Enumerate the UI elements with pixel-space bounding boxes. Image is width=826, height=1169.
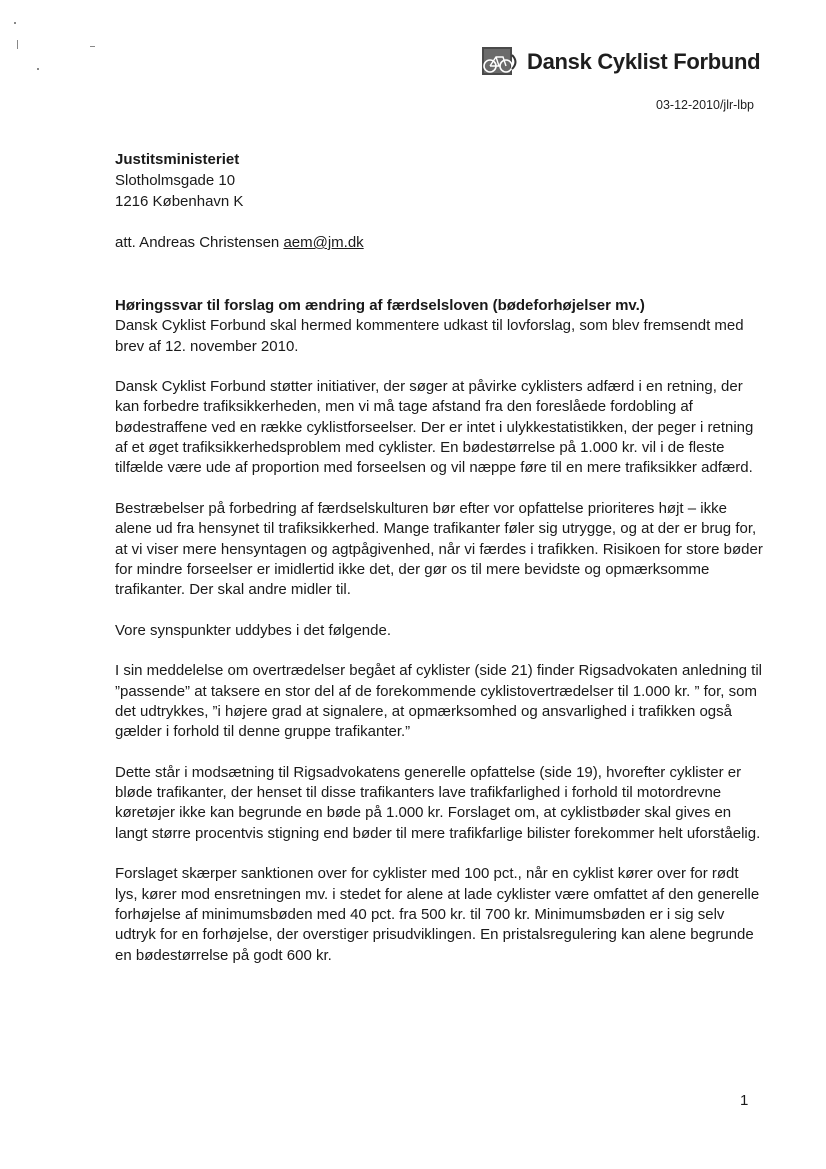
scan-speck xyxy=(90,46,95,47)
intro-paragraph xyxy=(115,296,765,357)
attention-line xyxy=(115,232,364,253)
body-paragraph: Bestræbelser på forbedring af færdselskulturen bør efter vor opfattelse prioriteres højt – ikke alene ud fra hensynet til trafiksikkerhed. Mange trafikanter føler sig utrygge, og at der er brug for, at vi viser mere hensyntagen og agtpågivenhed, når vi færdes i trafikken. Risikoen for store bøder for mindre forseelser er imidlertid ikke det, der gør os til mere bevidste og opmærksomme trafikanter. Der skal andre midler til. xyxy=(115,499,763,599)
org-name: Dansk Cyklist Forbund xyxy=(527,49,761,74)
scan-speck xyxy=(14,22,16,24)
body-paragraph: Dette står i modsætning til Rigsadvokatens generelle opfattelse (side 19), hvorefter cyklister er bløde trafikanter, der henset til disse trafikanters lave trafikfarlighed i forhold til motordrevne køretøjer ikke kan begrunde en bøde på 1.000 kr. Forslaget om, at cyklistbøder skal gives en langt større procentvis stigning end bøder til mere trafikfarlige bilister forekommer helt uforståelig. xyxy=(115,763,761,842)
body-paragraph: Forslaget skærper sanktionen over for cyklister med 100 pct., når en cyklist kører over for rødt lys, kører mod ensretningen mv. i stedet for alene at lade cyklister være omfattet af den generelle forhøjelse af minimumsbøden med 40 pct. fra 500 kr. til 700 kr. Minimumsbøden er i sig selv udtryk for en forhøjelse, der overstiger prisudviklingen. En pristalsregulering kan alene begrunde en bødestørrelse på godt 600 kr. xyxy=(115,865,760,964)
scan-speck xyxy=(37,68,39,70)
org-logo xyxy=(481,42,760,82)
page-number: 1 xyxy=(740,1092,749,1109)
recipient-street: Slotholmsgade 10 xyxy=(115,172,236,189)
body-paragraph: Vore synspunkter uddybes i det følgende. xyxy=(115,621,392,639)
recipient-address xyxy=(115,149,243,212)
recipient-name: Justitsministeriet xyxy=(115,151,240,168)
intro-text: Dansk Cyklist Forbund skal hermed kommentere udkast til lovforslag, som blev fremsendt med brev af 12. november 2010. xyxy=(115,317,744,355)
body-paragraph: Dansk Cyklist Forbund støtter initiativer, der søger at påvirke cyklisters adfærd i en retning, der kan forbedre trafiksikkerheden, men vi må tage afstand fra den foreslåede fordobling af bødestraffene ved en række cyklistforseelser. Der er intet i ulykkestatistikken, der peger i retning af et øget trafiksikkerhedsproblem med cyklister. En bødestørrelse på 1.000 kr. vil i de fleste tilfælde være ude af proportion med forseelsen og vil næppe føre til en mere trafiksikker adfærd. xyxy=(115,378,754,477)
document-reference: 03-12-2010/jlr-lbp xyxy=(656,98,754,112)
attention-prefix: att. Andreas Christensen xyxy=(115,234,280,251)
email-link[interactable]: aem@jm.dk xyxy=(283,234,364,251)
letter-body xyxy=(115,296,765,986)
recipient-city: 1216 København K xyxy=(115,193,244,210)
bicycle-logo-icon xyxy=(481,45,521,79)
scan-speck xyxy=(17,40,18,49)
body-paragraph: I sin meddelelse om overtrædelser begået af cyklister (side 21) finder Rigsadvokaten anledning til ”passende” at taksere en stor del af de forekommende cyklistovertrædelser til 1.000 kr. ” for, som det udtrykkes, ”i højere grad at signalere, at opmærksomhed og ansvarlighed i trafikken også gælder i forhold til denne gruppe trafikanter.” xyxy=(115,662,762,741)
letter-heading: Høringssvar til forslag om ændring af færdselsloven (bødeforhøjelser mv.) xyxy=(115,297,645,314)
